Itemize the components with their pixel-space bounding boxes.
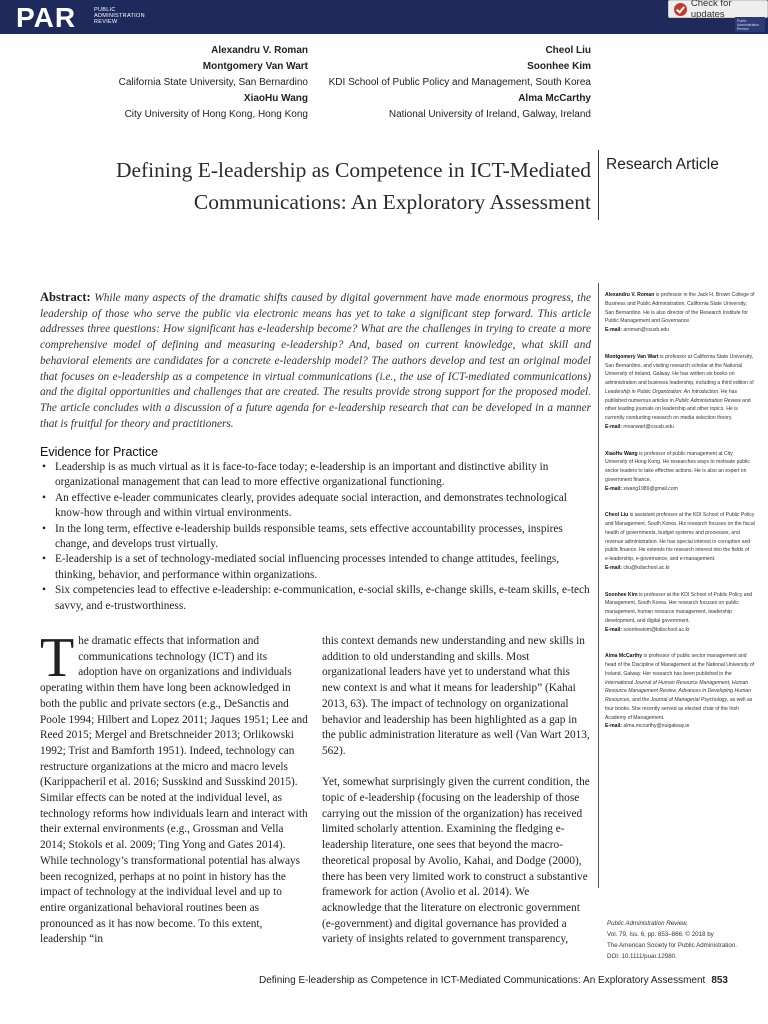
abstract <box>40 290 591 432</box>
body-column-right <box>322 634 591 948</box>
evidence-item: • Leadership is as much virtual as it is face-to-face today; e-leadership is an important and distinctive ability in organizational management that can lead to more effective organizational functioning. <box>40 460 591 491</box>
citation-block <box>607 918 757 962</box>
evidence-heading: Evidence for Practice <box>40 445 159 459</box>
journal-cover-thumbnail <box>735 17 765 32</box>
bio-email[interactable]: cliu@kdischool.ac.kr <box>621 564 670 571</box>
bio-email[interactable]: aroman@csusb.edu <box>621 327 670 333</box>
bio-email[interactable]: mvanwart@csusb.edu <box>621 423 674 430</box>
author-bio <box>605 291 755 335</box>
evidence-list <box>40 460 591 614</box>
logo-sub-line: REVIEW <box>94 19 118 25</box>
bio-name: XiaoHu Wang <box>605 450 638 457</box>
journal-header-bar <box>0 0 768 34</box>
body-paragraph: this context demands new understanding and new skills in addition to old understanding and skills. Most organizational leaders have yet to understand what this new context is and what it means for leadership” (Kahai 2013, 63). The impact of technology on organizational behavior and leadership has been highlighted as a gap in the public administration literature as well (Van Wart 2013, 562). <box>322 635 590 757</box>
authors-left-column <box>119 43 308 123</box>
running-title: Defining E-leadership as Competence in ICT-Mediated Communications: An Exploratory Assessment <box>258 975 706 986</box>
bio-name: Alexandru V. Roman <box>605 292 655 298</box>
bio-text: is assistant professor at the KDI School of Public Policy and Management, South Korea. His research focuses on the fiscal health of governments, budget systems and processes, and revenue administration. He has special interest in corruption and public finance. He extends his research interest into the fields of e-leadership, e-governance, and e-management. <box>605 512 755 562</box>
author-bio <box>605 450 755 494</box>
evidence-item: • An effective e-leader communicates clearly, provides adequate social interaction, and demonstrates technological know-how through and within virtual environments. <box>40 491 591 522</box>
body-text: he dramatic effects that information and communications technology (ICT) and its adoption have on organizations and individuals operating within them have long been acknowledged in both the public and private sectors (e.g., DeSanctis and Poole 1994; Hilbert and Lopez 2011; Jaques 1951; Lee and Reed 2015; Mergel and Bretschneider 2013; Orlikowski 1992; Trist and Bamforth 1951). Indeed, technology can restructure organizations at the micro and macro levels (Karippacheril et al. 2016; Susskind and Susskind 2015). Similar effects can be noted at the individual level, as technology reforms how individuals learn and interact with their external environments (e.g., Grossman and Vella 2014; Stokols et al. 2009; Ting Yong and Gates 2014). While technology’s transformational potential has always been recognized, perhaps at no point in history has the impact of technology at the individual level and up to entire organizational behavioral routines been as pronounced as it has now become. To this extent, leadership “in <box>40 635 308 946</box>
bio-italic: Journal of Managerial Psychology <box>650 697 728 703</box>
bio-text: and other leading journals on leadership and other topics. He is currently conducting research on media selection theory. <box>605 397 751 421</box>
page-footer <box>0 975 728 986</box>
author-affiliation: City University of Hong Kong, Hong Kong <box>124 109 308 120</box>
bio-email[interactable]: alma.mccarthy@nuigalway.ie <box>621 723 690 730</box>
author-affiliation: California State University, San Bernardino <box>118 77 308 88</box>
article-type-label: Research Article <box>606 156 719 173</box>
author-affiliation: KDI School of Public Policy and Management, South Korea <box>328 77 591 88</box>
bio-text: is professor of public management at City University of Hong Kong. He researches ways to motivate public sector leaders to take effective actions. He is also an expert on government finance. <box>605 450 750 483</box>
check-for-updates-button[interactable] <box>668 0 768 18</box>
journal-logo-subtitle <box>94 7 145 25</box>
bio-text: , as well as four books. She recently served as elected chair of the Irish Academy of Management. <box>605 697 753 721</box>
bio-email-label: E-mail: <box>605 626 622 633</box>
evidence-item: • E-leadership is a set of technology-mediated social influencing processes intended to change attitudes, feelings, thinking, behavior, and performance within organizations. <box>40 552 591 583</box>
author-bio <box>605 353 755 432</box>
author-bio <box>605 652 755 731</box>
bio-name: Soonhee Kim <box>605 591 638 598</box>
bio-email[interactable]: xwang1989@gmail.com <box>621 485 678 492</box>
page-number: 853 <box>711 975 728 986</box>
bio-email-label: E-mail: <box>605 423 622 430</box>
citation-journal: Public Administration Review, <box>607 920 688 927</box>
author-name: XiaoHu Wang <box>243 93 308 104</box>
abstract-label: Abstract: <box>40 290 91 304</box>
bio-email-label: E-mail: <box>605 327 622 333</box>
author-affiliation: National University of Ireland, Galway, Ireland <box>388 109 591 120</box>
author-bios-sidebar <box>605 291 755 749</box>
bio-email[interactable]: soonheekim@kdischool.ac.kr <box>621 626 690 633</box>
author-bio <box>605 511 755 572</box>
author-name: Montgomery Van Wart <box>202 61 308 72</box>
bio-text: is professor of public sector management and head of the Discipline of Management at the National University of Ireland, Galway. Her research has been published in the <box>605 653 755 677</box>
author-name: Alma McCarthy <box>518 93 591 104</box>
bio-text: . He has published numerous articles in <box>605 388 738 404</box>
citation-line: The American Society for Public Administration. <box>607 942 737 949</box>
bio-email-label: E-mail: <box>605 564 622 571</box>
logo-sub-line: ADMINISTRATION <box>94 13 145 19</box>
drop-cap: T <box>40 627 75 689</box>
bio-italic: International Journal of Human Resource Management, Human Resource Management Review, Advances in Developing Human Resources, <box>605 679 751 703</box>
check-for-updates-label: Check for updates <box>690 0 732 20</box>
bio-email-label: E-mail: <box>605 723 622 730</box>
article-title: Defining E-leadership as Competence in ICT-Mediated Communications: An Exploratory Assessment <box>115 158 591 214</box>
bio-name: Cheol Liu <box>605 512 629 519</box>
bio-text: is professor in the Jack H. Brown College of Business and Public Administration, California State University, San Bernardino. He is also director of the Research Institute for Public Management and Governance. <box>605 292 755 325</box>
citation-line: Vol. 79, Iss. 6, pp. 853–866. © 2018 by <box>607 931 714 938</box>
abstract-text: While many aspects of the dramatic shifts caused by digital government have made enormous progress, the leadership of those who serve the public via electronic means has yet to take a significant step forward. This article addresses three questions: How significant has e-leadership become? What are the challenges in trying to create a more comprehensive model of defining and measuring e-leadership? And, based on current knowledge, what skill and behavioral elements are candidates for a concrete e-leadership model? The authors develop and test an original model that focuses on e-leadership as a competence in virtual communications (i.e., the use of ICT-mediated communications) and the digital opportunities and challenges that are created. The results provide strong support for the proposed model. The article concludes with a discussion of a future agenda for e-leadership research that can be developed in a manner that is fruitful for theory and practitioners. <box>40 292 591 430</box>
authors-right-column <box>329 43 591 123</box>
bio-text: and the <box>630 697 651 703</box>
bio-text: is professor at the KDI School of Public Policy and Management, South Korea. Her research focuses on public management, human resource management, leadership development, and digital government. <box>605 591 753 624</box>
journal-logo: PAR <box>16 2 77 33</box>
sidebar-divider <box>598 283 599 888</box>
bio-italic: Public Administration Review <box>675 397 741 404</box>
bio-name: Montgomery Van Wart <box>605 353 659 360</box>
bio-text: is professor at California State University, San Bernardino, and visiting research scholar at the National University of Ireland, Galway. He has written six books on administration and business leadership, including a third edition of <box>605 353 754 386</box>
author-name: Alexandru V. Roman <box>211 45 308 56</box>
crossmark-icon <box>674 3 687 16</box>
author-bio <box>605 591 755 635</box>
bio-italic: Leadership in Public Organization: An Introduction <box>605 388 719 395</box>
body-paragraph: Yet, somewhat surprisingly given the current condition, the topic of e-leadership (focusing on the leadership of those carrying out the mission of the organization) has received limited scholarly attention. Examining the fledging e-leadership literature, one sees that beyond the macro-theoretical proposal by Avolio, Kahai, and Dodge (2000), there has been very limited work to construct a substantive framework for action (Avolio et al. 2014). We acknowledge that the literature on electronic government (e-government) and digital governance has provided a variety of insights related to government transparency, <box>322 776 590 946</box>
author-name: Cheol Liu <box>545 45 591 56</box>
author-name: Soonhee Kim <box>527 61 591 72</box>
evidence-item: • Six competencies lead to effective e-leadership: e-communication, e-social skills, e-change skills, e-team skills, e-tech savvy, and e-trustworthiness. <box>40 583 591 614</box>
logo-sub-line: PUBLIC <box>94 7 116 13</box>
evidence-item: • In the long term, effective e-leadership builds responsible teams, sets effective accountability processes, inspires change, and develops trust virtually. <box>40 522 591 553</box>
title-divider <box>598 150 599 220</box>
citation-doi[interactable]: DOI: 10.1111/puar.12980. <box>607 953 677 960</box>
body-column-left <box>40 627 309 948</box>
body-paragraph <box>40 627 309 948</box>
bio-email-label: E-mail: <box>605 485 622 492</box>
bio-name: Alma McCarthy <box>605 653 643 660</box>
journal-thumb-text: Public Administration Review <box>737 19 760 31</box>
